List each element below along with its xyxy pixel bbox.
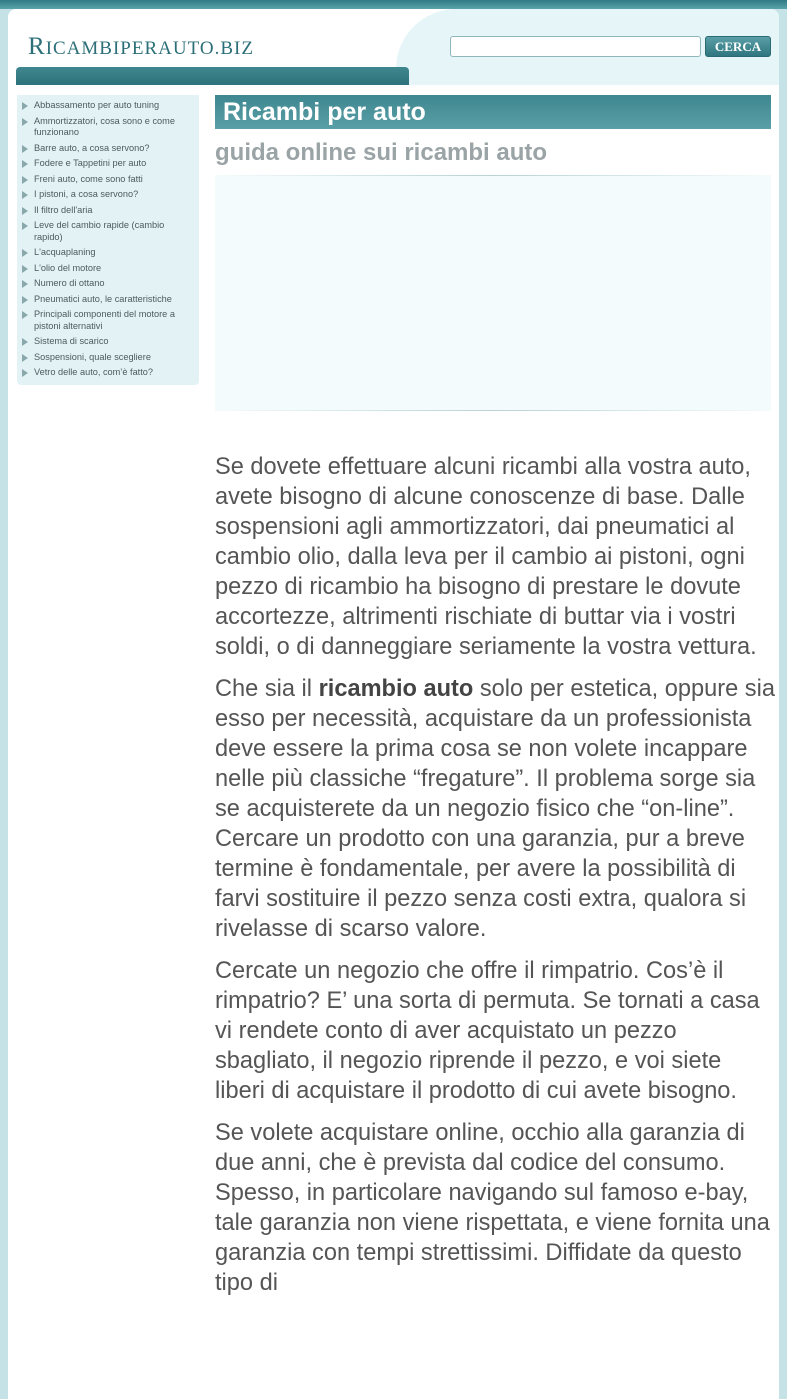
search-input[interactable] (450, 36, 701, 57)
arrow-right-icon (22, 222, 28, 230)
arrow-right-icon (22, 207, 28, 215)
arrow-right-icon (22, 338, 28, 346)
sidebar-item-label: Ammortizzatori, cosa sono e come funzionano (34, 115, 175, 137)
sidebar-item-label: Barre auto, a cosa servono? (34, 142, 150, 153)
sidebar-item[interactable] (21, 309, 195, 332)
sidebar-item-label: Leve del cambio rapide (cambio rapido) (34, 220, 165, 242)
sidebar-list (21, 100, 195, 379)
sidebar-item-label: L'olio del motore (34, 262, 102, 273)
sidebar-item-label: L'acquaplaning (34, 247, 96, 257)
sidebar-nav (17, 95, 199, 385)
sidebar-item-label: Sospensioni, quale scegliere (34, 351, 151, 362)
sidebar-item[interactable] (21, 205, 195, 217)
sidebar-item[interactable] (21, 294, 195, 306)
divider (215, 175, 771, 176)
sidebar-item[interactable] (21, 367, 195, 379)
sidebar-item[interactable] (21, 336, 195, 348)
arrow-right-icon (22, 145, 28, 153)
logo-initial: R (28, 33, 46, 60)
paragraph-text: solo per estetica, oppure sia esso per necessità, acquistare da un professionista deve essere la prima cosa se non volete incappare nelle più classiche “fregature”. Il problema sorge sia se acquisterete da un negozio fisico che “on-line”. Cercare un prodotto con una garanzia, pur a breve termine è fondamentale, per avere la possibilità di farvi sostituire il pezzo senza costi extra, qualora si rivelasse di scarso valore. (215, 676, 775, 942)
logo-text: ICAMBIPERAUTO (45, 38, 215, 59)
article-paragraph: Se dovete effettuare alcuni ricambi alla vostra auto, avete bisogno di alcune conoscenze di base. Dalle sospensioni agli ammortizzatori, dai pneumatici al cambio olio, dalla leva per il cambio ai pistoni, ogni pezzo di ricambio ha bisogno di prestare le dovute accortezze, altrimenti rischiate di buttar via i vostri soldi, o di danneggiare seriamente la vostra vettura. (215, 454, 757, 660)
bold-keyword: ricambio auto (318, 676, 474, 702)
arrow-right-icon (22, 354, 28, 362)
arrow-right-icon (22, 176, 28, 184)
sidebar-item[interactable] (21, 100, 195, 112)
sidebar-item-label: Vetro delle auto, com’è fatto? (34, 367, 154, 377)
arrow-right-icon (22, 191, 28, 199)
arrow-right-icon (22, 369, 28, 377)
sidebar-item-label: Freni auto, come sono fatti (34, 173, 143, 184)
page-title: Ricambi per auto (215, 95, 771, 129)
sidebar-item-label: Fodere e Tappetini per auto (34, 158, 147, 168)
sidebar-item[interactable] (21, 263, 195, 275)
sidebar-item[interactable] (21, 189, 195, 201)
article-body (215, 452, 775, 1310)
page-subtitle: guida online sui ricambi auto (215, 139, 548, 166)
logo-tld: .BIZ (214, 38, 254, 59)
sidebar-item[interactable] (21, 174, 195, 186)
sidebar-item-label: Abbassamento per auto tuning (34, 100, 160, 110)
sidebar-item[interactable] (21, 278, 195, 290)
sidebar-item[interactable] (21, 352, 195, 364)
sidebar-item[interactable] (21, 220, 195, 243)
sidebar-item-label: Principali componenti del motore a pistoni alternativi (34, 309, 175, 331)
arrow-right-icon (22, 118, 28, 126)
ad-placeholder (215, 175, 771, 411)
search-button[interactable]: CERCA (705, 36, 771, 57)
sidebar-item-label: Pneumatici auto, le caratteristiche (34, 293, 172, 304)
divider (215, 410, 771, 411)
article-paragraph: Cercate un negozio che offre il rimpatrio. Cos’è il rimpatrio? E’ una sorta di permuta. Se tornati a casa vi rendete conto di aver acquistato un pezzo sbagliato, il negozio riprende il pezzo, e voi siete liberi di acquistare il prodotto di cui avete bisogno. (215, 958, 760, 1104)
site-logo[interactable] (28, 33, 254, 61)
arrow-right-icon (22, 311, 28, 319)
sidebar-item-label: I pistoni, a cosa servono? (34, 189, 139, 199)
header-bar (16, 67, 409, 85)
sidebar-item-label: Numero di ottano (34, 278, 105, 288)
arrow-right-icon (22, 280, 28, 288)
arrow-right-icon (22, 265, 28, 273)
page-container (8, 9, 779, 1399)
sidebar-item[interactable] (21, 158, 195, 170)
arrow-right-icon (22, 160, 28, 168)
arrow-right-icon (22, 296, 28, 304)
sidebar-item[interactable] (21, 116, 195, 139)
article-paragraph (215, 674, 775, 944)
article-paragraph: Se volete acquistare online, occhio alla garanzia di due anni, che è prevista dal codice del consumo. Spesso, in particolare navigando sul famoso e-bay, tale garanzia non viene rispettata, e viene fornita una garanzia con tempi strettissimi. Diffidate da questo tipo di (215, 1120, 770, 1296)
sidebar-item-label: Il filtro dell'aria (34, 204, 93, 215)
arrow-right-icon (22, 249, 28, 257)
sidebar-item[interactable] (21, 247, 195, 259)
paragraph-text: Che sia il (215, 676, 319, 702)
top-border (0, 0, 787, 9)
arrow-right-icon (22, 102, 28, 110)
sidebar-item-label: Sistema di scarico (34, 336, 109, 346)
sidebar-item[interactable] (21, 143, 195, 155)
